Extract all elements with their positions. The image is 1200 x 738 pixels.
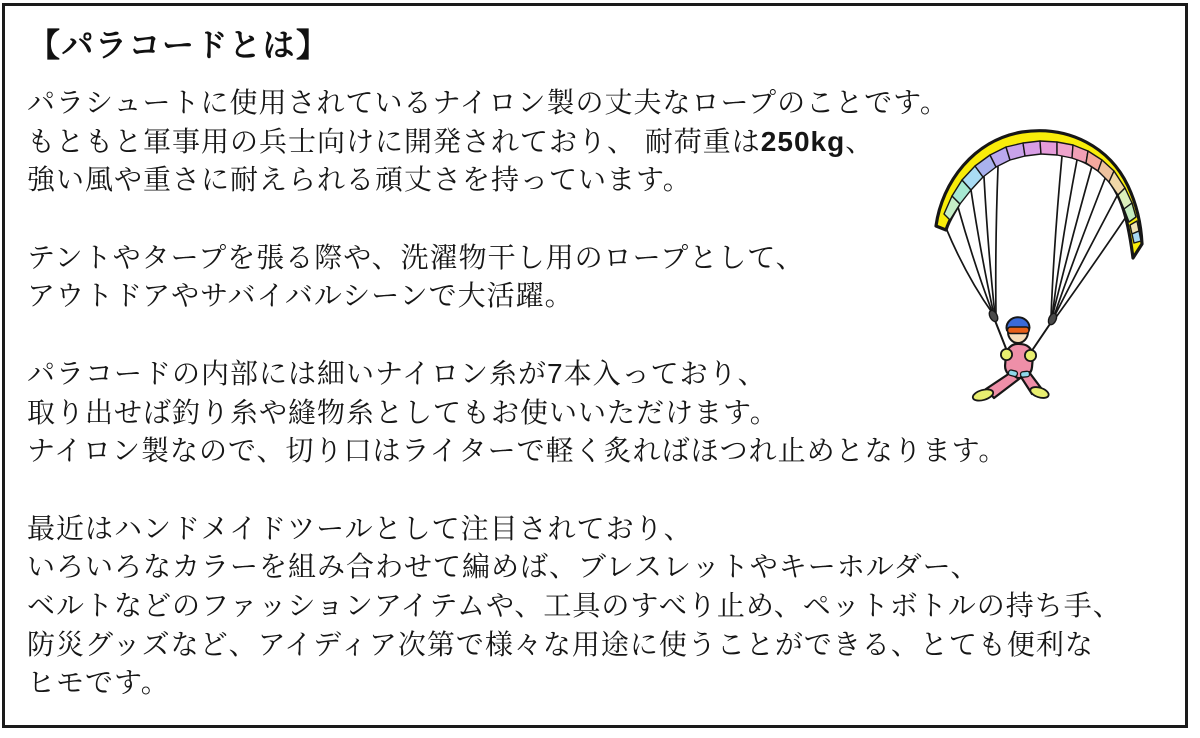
text-line: 最近はハンドメイドツールとして注目されており、 bbox=[27, 512, 693, 544]
canopy-tip-cell bbox=[1132, 231, 1141, 243]
suspension-line bbox=[996, 167, 998, 316]
suspension-line bbox=[971, 190, 994, 315]
text-line: ベルトなどのファッションアイテムや、工具のすべり止め、ペットボトルの持ち手、 bbox=[27, 589, 1122, 621]
pilot-left-hand bbox=[1001, 349, 1012, 360]
pilot-left-foot bbox=[972, 387, 995, 402]
text-line bbox=[27, 126, 874, 157]
text-segment: もともと軍事用の兵士向けに開発されており、 耐荷重は bbox=[27, 125, 761, 157]
pilot-harness-strap bbox=[1020, 371, 1030, 377]
document-title: 【パラコードとは】 bbox=[28, 27, 330, 63]
carabiner-icon bbox=[1047, 312, 1058, 326]
canopy-cell bbox=[1023, 141, 1041, 156]
text-line: ヒモです。 bbox=[27, 667, 170, 699]
suspension-line bbox=[1051, 156, 1062, 317]
canopy-cell bbox=[1040, 141, 1057, 155]
pilot-right-foot bbox=[1029, 385, 1050, 400]
pilot-right-hand bbox=[1025, 350, 1036, 361]
text-line: 取り出せば釣り糸や縫物糸としてもお使いいただけます。 bbox=[27, 396, 779, 428]
text-segment: 、 bbox=[845, 125, 875, 157]
pilot-goggles-icon bbox=[1008, 327, 1030, 334]
suspension-line bbox=[946, 228, 993, 314]
riser-line bbox=[1031, 321, 1052, 352]
text-line: ナイロン製なので、切り口はライターで軽く炙ればほつれ止めとなります。 bbox=[27, 435, 1008, 467]
bold-weight-value: 250kg bbox=[760, 125, 846, 157]
text-line: いろいろなカラーを組み合わせて編めば、ブレスレットやキーホルダー、 bbox=[27, 551, 980, 583]
carabiner-icon bbox=[988, 309, 1000, 323]
text-line: 防災グッズなど、アイディア次第で様々な用途に使うことができる、とても便利な bbox=[27, 628, 1094, 660]
text-line: パラコードの内部には細いナイロン糸が7本入っており、 bbox=[27, 357, 767, 389]
canopy-cell bbox=[1057, 142, 1073, 158]
text-line: テントやタープを張る際や、洗濯物干し用のロープとして、 bbox=[27, 241, 805, 273]
pilot bbox=[972, 317, 1050, 402]
suspension-line bbox=[1053, 194, 1118, 319]
text-line: アウトドアやサバイバルシーンで大活躍。 bbox=[27, 280, 574, 312]
paraglider-illustration bbox=[922, 118, 1166, 418]
text-line: 強い風や重さに耐えられる頑丈さを持っています。 bbox=[27, 164, 692, 196]
riser-line bbox=[994, 318, 1007, 351]
paragraph-4 bbox=[27, 510, 1177, 703]
text-line: パラシュートに使用されているナイロン製の丈夫なロープのことです。 bbox=[27, 87, 949, 118]
